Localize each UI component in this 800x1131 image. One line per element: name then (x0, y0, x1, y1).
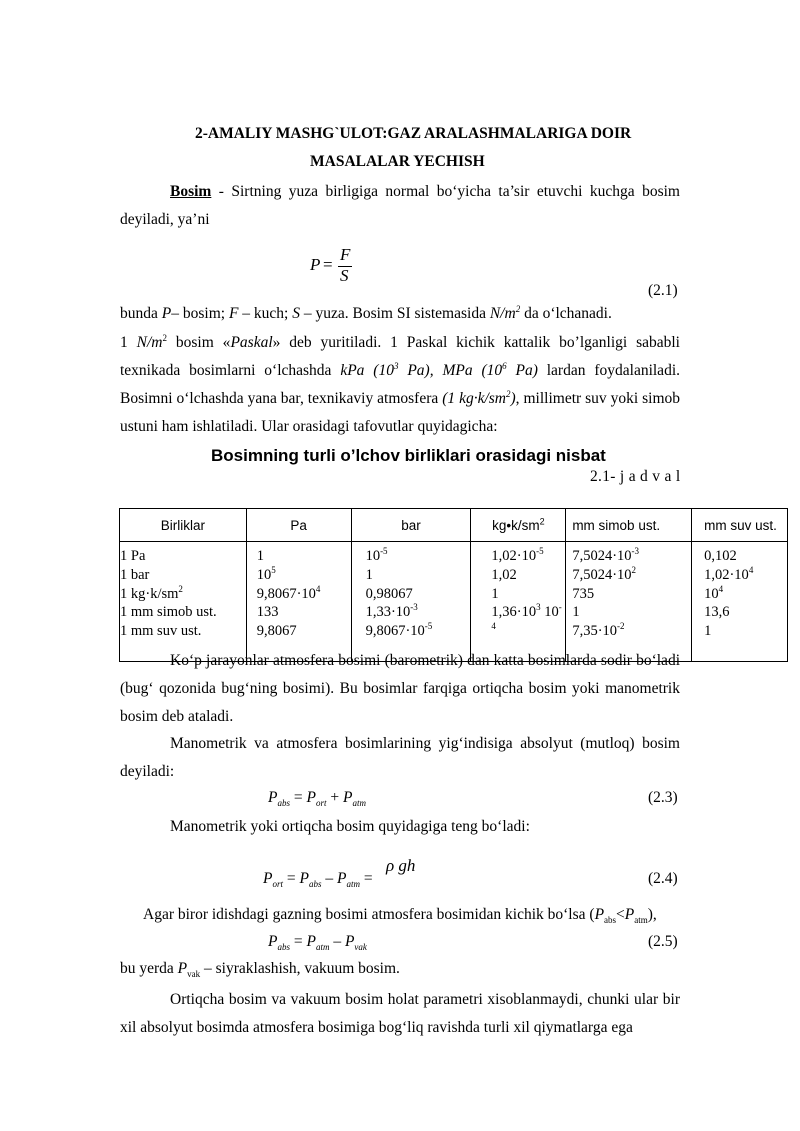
cell: $10^4$ (704, 583, 724, 602)
pascal-t3: » deb yuritiladi. 1 Paskal kichik kattalik bo’lganligi sababli texnikada bosimlarni o‘lchashda (120, 334, 680, 379)
cell: $7,5024\cdot 10^2$ (572, 564, 637, 583)
title-line-1: 2-AMALIY MASHG`ULOT:GAZ ARALASHMALARIGA DOIR (195, 125, 632, 142)
formula-lhs: P (310, 255, 321, 274)
cell: 1 Pa (120, 548, 146, 564)
vakuum-line (120, 960, 400, 978)
pascal-t1: 1 (120, 334, 137, 351)
cell: 1 mm simob ust. (120, 604, 217, 621)
cell: 1 (491, 585, 499, 602)
vak-t1: bu yerda (120, 960, 178, 977)
cell: 133 (256, 604, 279, 621)
cell: 13,6 (704, 604, 730, 621)
eq23-p3: P (342, 789, 353, 806)
pascal-t2: bosim « (167, 334, 231, 351)
vak-p: P (177, 960, 188, 977)
col-birliklar (120, 542, 247, 662)
eq23-s2: ort (315, 798, 327, 809)
cell: 1 mm suv ust. (120, 623, 202, 640)
eq23-s3: atm (352, 798, 366, 809)
cell: 1 $kg\cdot k/sm^2$ (120, 583, 183, 602)
eq23-s1: abs (277, 798, 290, 809)
where-text-d: – yuza. Bosim SI sistemasida (299, 305, 490, 322)
eq25-s2: atm (315, 942, 330, 953)
equation-2-4 (263, 870, 373, 888)
table-row (120, 542, 788, 662)
col-simob (566, 542, 692, 662)
eq23-p1: P (268, 789, 278, 806)
vak-s: vak (187, 969, 201, 980)
units-table (119, 508, 788, 662)
where-s: S (292, 305, 300, 322)
agar-t2: ), (647, 906, 657, 923)
term-bosim: Bosim (170, 183, 212, 200)
header-kgk (471, 509, 566, 542)
eq24-op3: = (359, 870, 373, 887)
eq24-s3: atm (346, 879, 360, 890)
eq24-p3: P (336, 870, 347, 887)
cell: 9,8067 (256, 623, 297, 640)
vak-t2: – siyraklashish, vakuum bosim. (200, 960, 400, 977)
agar-t1: Agar biror idishdagi gazning bosimi atmosfera bosimidan kichik bo‘lsa ( (143, 906, 595, 923)
eq24-op1: = (282, 870, 300, 887)
header-birliklar: Birliklar (120, 509, 247, 542)
formula-2-1-number: (2.1) (648, 282, 678, 299)
agar-p1: P (594, 906, 605, 923)
formula-denominator: S (340, 266, 349, 285)
equation-2-3 (268, 789, 366, 807)
eq24-p2: P (299, 870, 309, 887)
eq23-op1: = (289, 789, 307, 806)
definition-text: - Sirtning yuza birligiga normal bo‘yicha ta’sir etuvchi kuchga bosim deyiladi, ya’ni (120, 183, 680, 228)
where-unit: N/m (489, 305, 516, 322)
table-label: 2.1- j a d v a l (590, 468, 681, 485)
pascal-name: Paskal (230, 334, 273, 351)
equation-2-4-number: (2.4) (648, 870, 678, 887)
where-text-c: – kuch; (238, 305, 293, 322)
eq25-op1: = (289, 933, 307, 950)
eq25-p1: P (268, 933, 278, 950)
header-kgk-text: kg•k/sm (492, 517, 540, 533)
cell: $1,02\cdot 10^{-5}$ (491, 546, 544, 564)
agar-s1: abs (604, 915, 617, 926)
eq23-op2: + (326, 789, 343, 806)
rho-gh: ρ gh (386, 856, 416, 875)
agar-lt: < (616, 906, 625, 923)
cell: 0,102 (704, 548, 737, 564)
cell: $9,8067\cdot 10^{-5}$ (365, 621, 433, 640)
mpa-end: Pa) (506, 362, 538, 379)
at-sup: 2 (506, 388, 511, 399)
eq25-s3: vak (354, 942, 367, 953)
title-line-2: MASALALAR YECHISH (310, 153, 485, 170)
eq25-s1: abs (277, 942, 290, 953)
col-pa (246, 542, 351, 662)
eq24-p1: P (263, 870, 273, 887)
header-suv: mm suv ust. (692, 509, 788, 542)
at-text: (1 kg·k/sm (442, 390, 506, 407)
cell: $10^5$ (256, 564, 276, 583)
where-text-e: da o‘lchanadi. (520, 305, 612, 322)
definition-paragraph (120, 178, 680, 234)
eq25-p3: P (344, 933, 355, 950)
kpa-text: kPa (10 (340, 362, 394, 379)
equation-2-5 (268, 933, 367, 951)
equation-2-5-number: (2.5) (648, 933, 678, 950)
eq25-op2: – (329, 933, 345, 950)
header-kgk-sup: 2 (539, 516, 545, 526)
eq25-p2: P (306, 933, 316, 950)
col-bar (351, 542, 471, 662)
where-line (120, 305, 612, 323)
equation-2-3-number: (2.3) (648, 789, 678, 806)
where-p: P (161, 305, 172, 322)
pascal-unit-sup: 2 (162, 332, 167, 343)
ortiqcha-line: Manometrik yoki ortiqcha bosim quyidagiga teng bo‘ladi: (170, 818, 530, 835)
where-text-b: – bosim; (171, 305, 229, 322)
where-unit-sup: 2 (515, 303, 521, 314)
pascal-t4: lardan foydalaniladi. Bosimni o‘lchashda yana bar, texnikaviy atmosfera (120, 362, 680, 407)
at-end: ) (510, 390, 516, 407)
last-paragraph: Ortiqcha bosim va vakuum bosim holat parametri xisoblanmaydi, chunki ular bir xil absolyut bosimda atmosfera bosimiga bog‘liq ravishda turli xil qiymatlarga ega (120, 991, 680, 1036)
cell: 0,98067 (365, 585, 413, 602)
kpa-end: Pa), MPa (10 (398, 362, 503, 379)
formula-numerator: F (340, 245, 351, 264)
pascal-paragraph (120, 329, 680, 441)
cell: 1 (256, 548, 264, 564)
table-title: Bosimning turli o’lchov birliklari orasidagi nisbat (211, 446, 606, 465)
col-kgk (471, 542, 566, 662)
eq24-s2: abs (308, 879, 322, 890)
mpa-sup: 6 (502, 360, 507, 371)
kpa-sup: 3 (393, 360, 399, 371)
header-pa: Pa (246, 509, 351, 542)
pascal-unit: N/m (136, 334, 163, 351)
absolute-paragraph: Manometrik va atmosfera bosimlarining yig‘indisiga absolyut (mutloq) bosim deyiladi: (120, 735, 680, 780)
cell: $7,5024\cdot 10^{-3}$ (572, 546, 640, 564)
cell: $1,02\cdot 10^4$ (704, 564, 754, 583)
cell: $1,33\cdot 10^{-3}$ (365, 602, 418, 621)
cell: 1,02 (491, 566, 517, 583)
cell: 735 (572, 585, 595, 602)
cell: 1 (704, 623, 712, 640)
agar-line (143, 906, 657, 924)
cell: 1 bar (120, 566, 150, 583)
cell: $9,8067\cdot 10^4$ (256, 583, 321, 602)
formula-eq: = (323, 255, 333, 274)
header-simob: mm simob ust. (566, 509, 692, 542)
where-f: F (228, 305, 239, 322)
agar-p2: P (624, 906, 635, 923)
eq23-p2: P (306, 789, 316, 806)
cell: 1 (572, 604, 580, 621)
header-bar: bar (351, 509, 471, 542)
eq24-op2: – (321, 870, 337, 887)
agar-s2: atm (634, 915, 648, 926)
cell: $10^{-5}$ (365, 546, 388, 564)
eq24-s1: ort (272, 879, 283, 890)
where-text-a: bunda (120, 305, 162, 322)
table-header-row (120, 509, 788, 542)
pascal-t5: , millimetr suv yoki simob ustuni ham ishlatiladi. Ular orasidagi tafovutlar quyidagicha: (120, 390, 681, 435)
cell: $7,35\cdot 10^{-2}$ (572, 621, 625, 640)
cell: 1 (365, 566, 373, 583)
barometric-paragraph: Ko‘p jarayonlar atmosfera bosimi (barometrik) dan katta bosimlarda sodir bo‘ladi (bug‘ qozonida bug‘ning bosimi). Bu bosimlar farqiga ortiqcha bosim yoki manometrik bosim deb ataladi. (120, 652, 680, 725)
col-suv (692, 542, 788, 662)
cell: $1,36\cdot 10^3$ $10^{-4}$ (491, 602, 562, 632)
